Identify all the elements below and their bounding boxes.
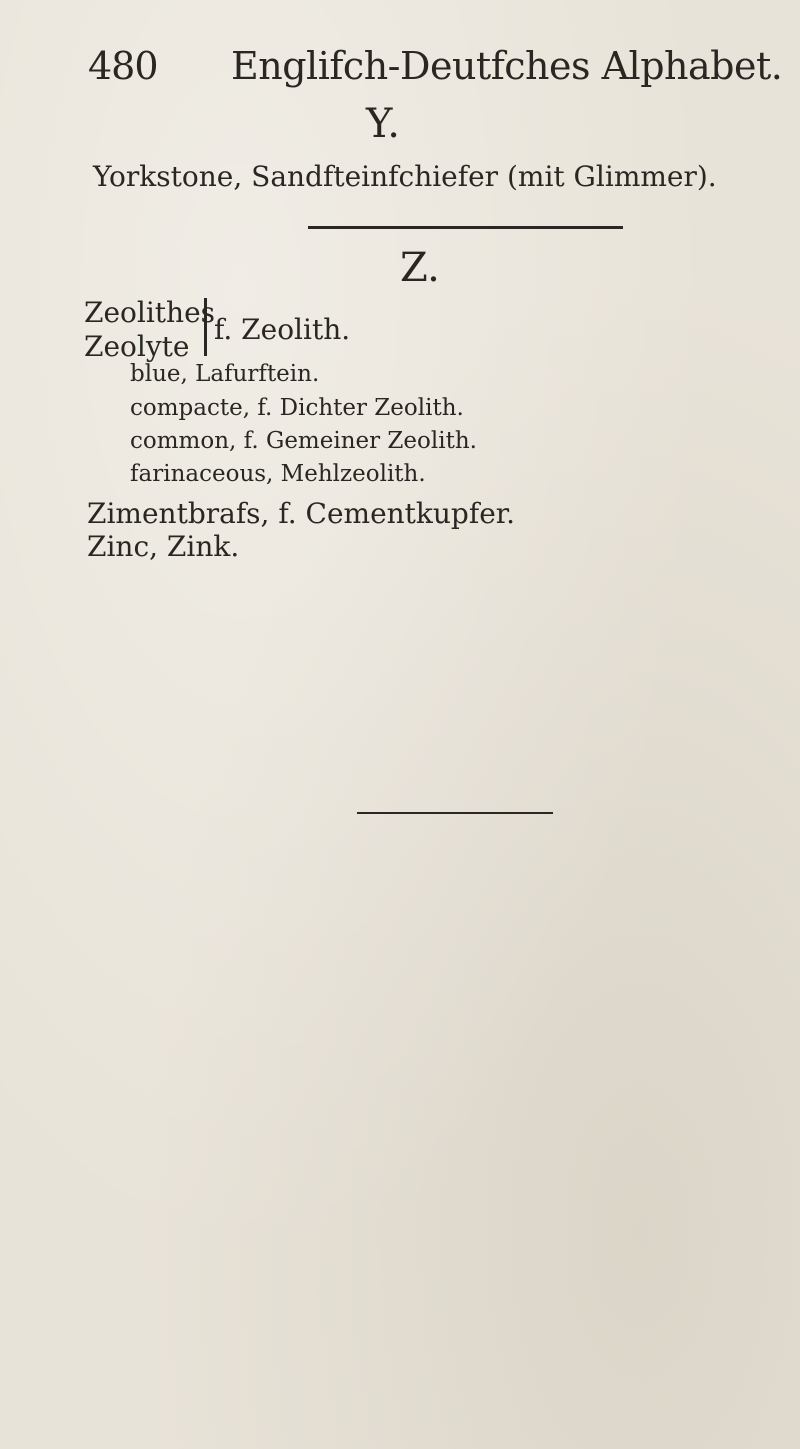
running-head: Englifch-Deutfches Alphabet.: [231, 44, 783, 88]
entry-zimentbrafs: Zimentbrafs, f. Cementkupfer.: [87, 497, 515, 530]
sub-entry-compacte: compacte, f. Dichter Zeolith.: [130, 395, 464, 421]
section-divider: [308, 226, 623, 229]
sub-entry-common: common, f. Gemeiner Zeolith.: [130, 428, 477, 454]
sub-entry-blue: blue, Lafurftein.: [130, 361, 320, 387]
entry-zeolith-translation: f. Zeolith.: [214, 313, 351, 346]
entry-zeolithes: Zeolithes: [84, 296, 216, 329]
entry-zeolyte: Zeolyte: [84, 330, 190, 363]
sub-entry-farinaceous: farinaceous, Mehlzeolith.: [130, 461, 426, 487]
page-number: 480: [88, 44, 158, 88]
entry-yorkstone: Yorkstone, Sandfteinfchiefer (mit Glimmer).: [93, 160, 717, 193]
section-letter-z: Z.: [400, 245, 440, 291]
section-letter-y: Y.: [366, 101, 400, 147]
grouping-brace: [196, 298, 207, 356]
entry-zinc: Zinc, Zink.: [87, 530, 240, 563]
end-rule: [357, 812, 553, 814]
